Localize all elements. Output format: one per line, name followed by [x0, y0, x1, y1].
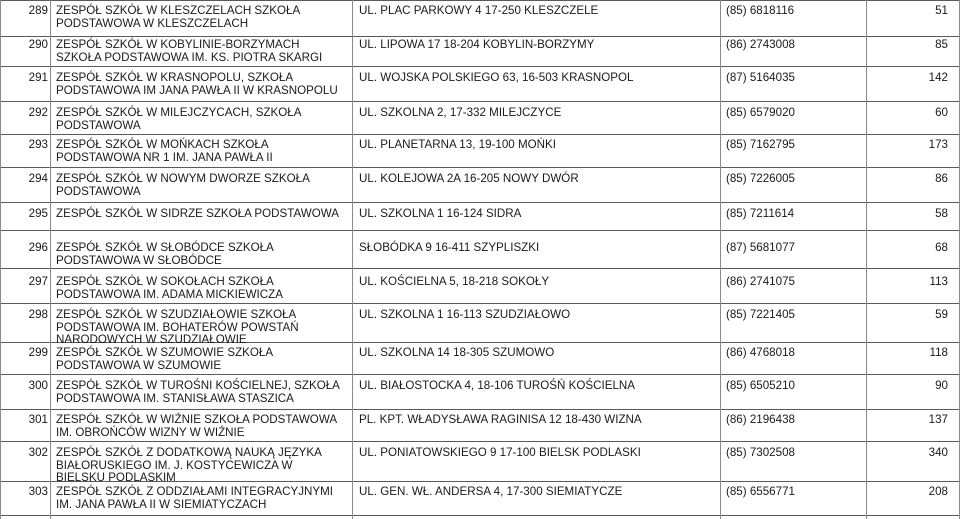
school-address: UL. KOŚCIELNA 5, 18-218 SOKOŁY [359, 275, 550, 288]
school-address: UL. PLAC PARKOWY 4 17-250 KLESZCZELE [359, 4, 599, 17]
row-number: 290 [28, 38, 48, 51]
school-address: UL. GEN. WŁ. ANDERSA 4, 17-300 SIEMIATYCZE [359, 485, 623, 498]
row-divider [0, 374, 960, 375]
row-number: 289 [28, 4, 48, 17]
school-name: ZESPÓŁ SZKÓŁ W SIDRZE SZKOŁA PODSTAWOWA [56, 207, 340, 220]
school-phone: (85) 6579020 [726, 106, 795, 119]
school-phone: (85) 7221405 [726, 308, 795, 321]
row-divider [0, 134, 960, 135]
student-count: 51 [935, 4, 948, 17]
school-phone: (85) 6818116 [726, 4, 795, 17]
school-phone: (86) 4768018 [726, 346, 795, 359]
school-address: UL. BIAŁOSTOCKA 4, 18-106 TUROŚŃ KOŚCIELNA [359, 379, 635, 392]
row-number: 301 [28, 413, 48, 426]
row-divider [0, 230, 960, 231]
column-divider [720, 0, 721, 519]
student-count: 58 [935, 207, 948, 220]
school-name: ZESPÓŁ SZKÓŁ Z ODDZIAŁAMI INTEGRACYJNYMI IM. JANA PAWŁA II W SIEMIATYCZACH [56, 485, 334, 511]
column-divider [50, 0, 51, 519]
school-name: ZESPÓŁ SZKÓŁ W SZUMOWIE SZKOŁA PODSTAWOWA W SZUMOWIE [56, 346, 274, 372]
school-name: ZESPÓŁ SZKÓŁ W MOŃKACH SZKOŁA PODSTAWOWA NR 1 IM. JANA PAWŁA II [56, 138, 273, 164]
school-name: ZESPÓŁ SZKÓŁ W NOWYM DWORZE SZKOŁA PODSTAWOWA [56, 172, 310, 198]
student-count: 86 [935, 172, 948, 185]
student-count: 85 [935, 38, 948, 51]
row-divider [0, 101, 960, 102]
row-number: 297 [28, 275, 48, 288]
student-count: 68 [935, 241, 948, 254]
school-address: UL. KOLEJOWA 2A 16-205 NOWY DWÓR [359, 172, 579, 185]
school-phone: (85) 6505210 [726, 379, 795, 392]
student-count: 137 [928, 413, 948, 426]
school-phone: (85) 7226005 [726, 172, 795, 185]
student-count: 113 [929, 275, 948, 288]
school-address: PL. KPT. WŁADYSŁAWA RAGINISA 12 18-430 WIZNA [359, 413, 642, 426]
student-count: 90 [935, 379, 948, 392]
row-divider [0, 409, 960, 410]
school-name: ZESPÓŁ SZKÓŁ W WIŹNIE SZKOŁA PODSTAWOWA IM. OBROŃCÓW WIZNY W WIŹNIE [56, 413, 338, 439]
row-number: 299 [28, 346, 48, 359]
row-number: 295 [28, 207, 48, 220]
school-phone: (86) 2196438 [726, 413, 795, 426]
student-count: 340 [928, 446, 948, 459]
school-name: ZESPÓŁ SZKÓŁ W MILEJCZYCACH, SZKOŁA PODSTAWOWA [56, 106, 302, 132]
row-divider [0, 0, 960, 1]
student-count: 208 [928, 485, 948, 498]
school-phone: (86) 2741075 [726, 275, 795, 288]
student-count: 59 [935, 308, 948, 321]
school-name: ZESPÓŁ SZKÓŁ W KLESZCZELACH SZKOŁA PODSTAWOWA W KLESZCZELACH [56, 4, 301, 30]
student-count: 142 [928, 71, 948, 84]
school-name: ZESPÓŁ SZKÓŁ W SOKOŁACH SZKOŁA PODSTAWOWA IM. ADAMA MICKIEWICZA [56, 275, 283, 301]
school-address: UL. LIPOWA 17 18-204 KOBYLIN-BORZYMY [359, 38, 595, 51]
row-number: 300 [28, 379, 48, 392]
school-name: ZESPÓŁ SZKÓŁ W KRASNOPOLU, SZKOŁA PODSTAWOWA IM JANA PAWŁA II W KRASNOPOLU [56, 71, 338, 97]
school-name: ZESPÓŁ SZKÓŁ W SŁOBÓDCE SZKOŁA PODSTAWOWA W SŁOBÓDCE [56, 241, 274, 267]
school-address: UL. SZKOLNA 14 18-305 SZUMOWO [359, 346, 555, 359]
row-number: 298 [28, 308, 48, 321]
school-address: UL. WOJSKA POLSKIEGO 63, 16-503 KRASNOPOL [359, 71, 634, 84]
row-number: 292 [28, 106, 48, 119]
school-address: UL. SZKOLNA 2, 17-332 MILEJCZYCE [359, 106, 562, 119]
row-divider [0, 36, 960, 37]
school-name: ZESPÓŁ SZKÓŁ W SZUDZIAŁOWIE SZKOŁA PODSTAWOWA IM. BOHATERÓW POWSTAŃ NARODOWYCH W SZUDZIAŁOWIE [56, 308, 299, 346]
student-count: 173 [928, 138, 948, 151]
school-phone: (87) 5164035 [726, 71, 795, 84]
school-phone: (85) 7302508 [726, 446, 795, 459]
school-address: UL. SZKOLNA 1 16-113 SZUDZIAŁOWO [359, 308, 571, 321]
row-number: 296 [28, 241, 48, 254]
row-number: 291 [28, 71, 48, 84]
column-divider [0, 0, 1, 519]
column-divider [866, 0, 867, 519]
school-phone: (87) 5681077 [726, 241, 795, 254]
row-number: 293 [28, 138, 48, 151]
row-divider [0, 202, 960, 203]
student-count: 118 [929, 346, 948, 359]
row-divider [0, 441, 960, 442]
school-phone: (85) 7162795 [726, 138, 795, 151]
row-divider [0, 66, 960, 67]
row-number: 303 [28, 485, 48, 498]
row-divider [0, 515, 960, 516]
school-name: ZESPÓŁ SZKÓŁ W TUROŚNI KOŚCIELNEJ, SZKOŁA PODSTAWOWA IM. STANISŁAWA STASZICA [56, 379, 340, 405]
school-address: SŁOBÓDKA 9 16-411 SZYPLISZKI [359, 241, 540, 254]
school-address: UL. PONIATOWSKIEGO 9 17-100 BIELSK PODLASKI [359, 446, 641, 459]
school-phone: (86) 2743008 [726, 38, 795, 51]
school-phone: (85) 6556771 [726, 485, 795, 498]
row-number: 294 [28, 172, 48, 185]
school-phone: (85) 7211614 [726, 207, 795, 220]
row-divider [0, 303, 960, 304]
row-divider [0, 167, 960, 168]
row-number: 302 [28, 446, 48, 459]
school-name: ZESPÓŁ SZKÓŁ Z DODATKOWĄ NAUKĄ JĘZYKA BIAŁORUSKIEGO IM. J. KOSTYCEWICZA W BIELSKU PODLASKIM [56, 446, 322, 484]
school-name: ZESPÓŁ SZKÓŁ W KOBYLINIE-BORZYMACH SZKOŁA PODSTAWOWA IM. KS. PIOTRA SKARGI [56, 38, 323, 64]
row-divider [0, 268, 960, 269]
school-address: UL. PLANETARNA 13, 19-100 MOŃKI [359, 138, 556, 151]
school-address: UL. SZKOLNA 1 16-124 SIDRA [359, 207, 522, 220]
student-count: 60 [935, 106, 948, 119]
